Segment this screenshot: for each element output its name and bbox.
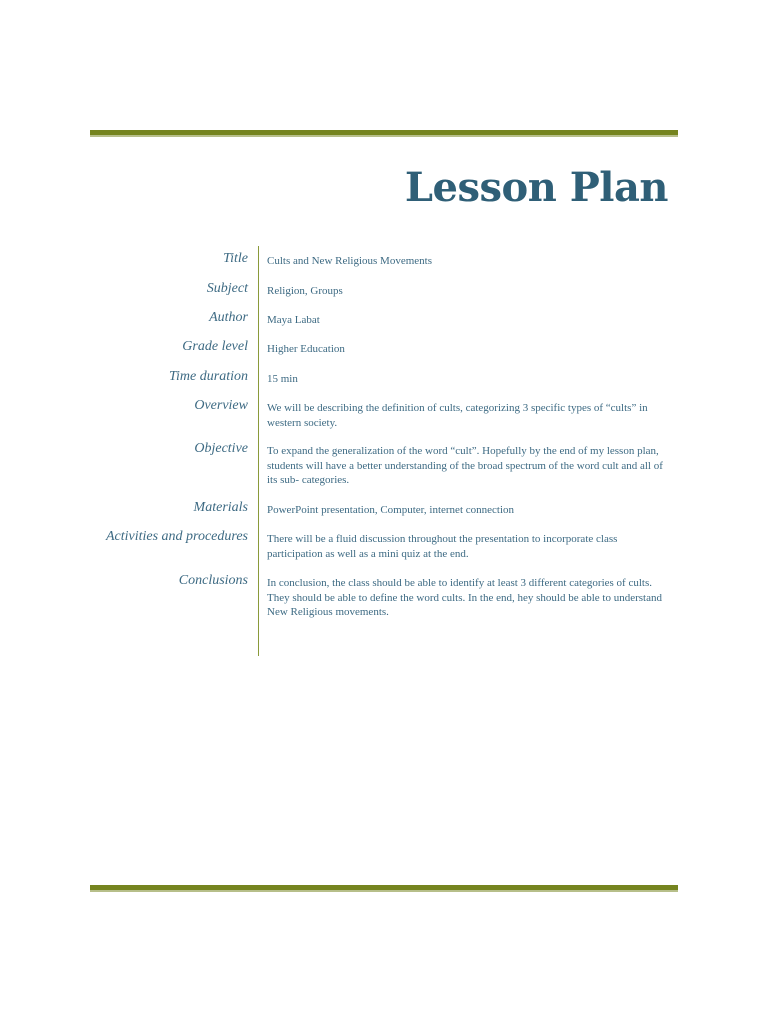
field-label: Grade level xyxy=(182,339,248,354)
field-label: Conclusions xyxy=(178,573,248,588)
field-value: Cults and New Religious Movements xyxy=(267,255,432,267)
field-label: Time duration xyxy=(169,369,248,384)
field-value: Maya Labat xyxy=(267,314,320,326)
field-label: Activities and procedures xyxy=(105,529,248,544)
field-value: PowerPoint presentation, Computer, internet connection xyxy=(267,504,515,516)
field-label: Overview xyxy=(194,398,248,413)
page-title: Lesson Plan xyxy=(404,164,668,211)
bottom-divider xyxy=(90,885,678,892)
field-label: Title xyxy=(223,251,248,266)
field-value: Religion, Groups xyxy=(267,285,343,297)
field-value: In conclusion, the class should be able to identify at least 3 different categories of cults. They should be able to define the word cults. In the end, hey should be able to understand New Religious movements. xyxy=(267,577,662,619)
top-divider xyxy=(90,130,678,137)
field-value: Higher Education xyxy=(267,343,345,355)
field-label: Objective xyxy=(194,441,248,456)
column-divider xyxy=(258,246,259,656)
field-value: To expand the generalization of the word “cult”. Hopefully by the end of my lesson plan, students will have a better understanding of the broad spectrum of the word cult and all of its sub- categories. xyxy=(267,445,663,487)
field-value: We will be describing the definition of cults, categorizing 3 specific types of “cults” in western society. xyxy=(267,402,648,429)
field-label: Materials xyxy=(193,500,248,515)
field-label: Subject xyxy=(206,281,248,296)
field-value: There will be a fluid discussion throughout the presentation to incorporate class participation as well as a mini quiz at the end. xyxy=(267,533,618,560)
field-label: Author xyxy=(209,310,248,325)
field-value: 15 min xyxy=(267,373,298,385)
